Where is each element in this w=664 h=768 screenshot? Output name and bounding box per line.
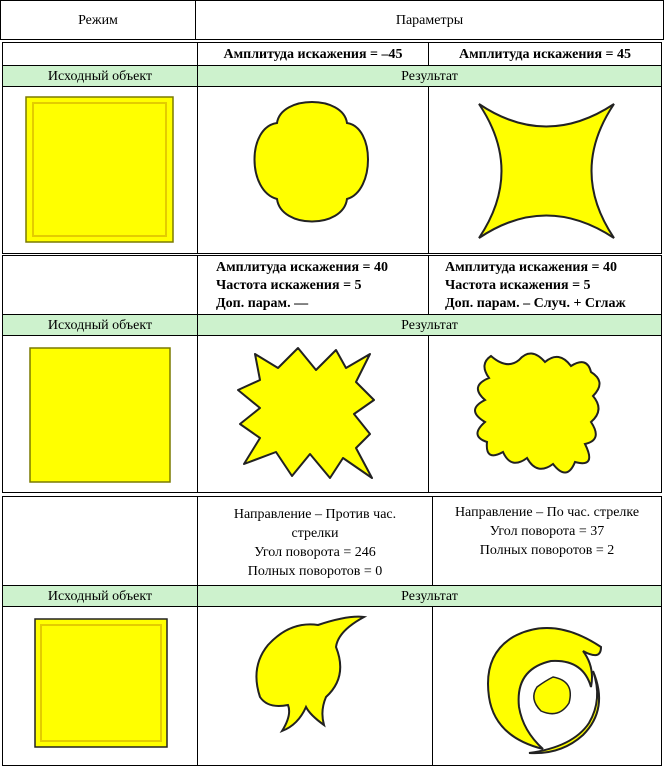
s2-result-left-cell bbox=[197, 335, 429, 493]
s2-right-line-1: Амплитуда искажения = 40 bbox=[445, 260, 618, 275]
s2-params-left-cell bbox=[197, 255, 429, 315]
s1-result-label: Результат bbox=[401, 69, 458, 84]
s2-source-square bbox=[3, 336, 199, 494]
s3-right-line-2: Угол поворота = 37 bbox=[489, 524, 605, 539]
s3-empty-cell bbox=[2, 496, 198, 586]
s2-left-line-3: Доп. парам. — bbox=[216, 296, 309, 311]
s1-empty-cell bbox=[2, 42, 198, 66]
s2-left-line-1: Амплитуда искажения = 40 bbox=[216, 260, 389, 275]
s3-right-line-3: Полных поворотов = 2 bbox=[479, 543, 615, 558]
s3-swirl-cw-shape bbox=[433, 607, 663, 767]
s2-zigzag-shape bbox=[198, 336, 430, 494]
s3-left-line-1: Направление – Против час. bbox=[233, 507, 397, 522]
s1-param-right: Амплитуда искажения = 45 bbox=[458, 47, 632, 62]
s1-result-left-cell bbox=[197, 86, 429, 254]
s1-param-left: Амплитуда искажения = –45 bbox=[223, 47, 403, 62]
s1-result-header bbox=[197, 65, 662, 87]
s1-param-left-cell bbox=[197, 42, 429, 66]
s2-blob-shape bbox=[429, 336, 663, 494]
s1-source-label: Исходный объект bbox=[47, 69, 153, 84]
s3-left-line-4: Полных поворотов = 0 bbox=[247, 564, 383, 579]
s3-left-line-2: стрелки bbox=[291, 526, 339, 541]
s3-params-left-cell bbox=[197, 496, 433, 586]
s3-params-right bbox=[433, 503, 661, 560]
s3-result-label: Результат bbox=[401, 589, 458, 604]
header-params-cell bbox=[195, 0, 664, 40]
s3-source-cell bbox=[2, 606, 198, 766]
s2-result-label: Результат bbox=[401, 318, 458, 333]
s3-result-header bbox=[197, 585, 662, 607]
s1-source-cell bbox=[2, 86, 198, 254]
s2-source-header bbox=[2, 314, 198, 336]
s3-params-left bbox=[198, 505, 432, 581]
s2-params-left bbox=[198, 259, 388, 313]
header-mode: Режим bbox=[78, 13, 118, 28]
s2-source-label: Исходный объект bbox=[47, 318, 153, 333]
header-mode-cell bbox=[0, 0, 196, 40]
s1-source-header bbox=[2, 65, 198, 87]
s2-right-line-2: Частота искажения = 5 bbox=[445, 278, 591, 293]
s3-source-square bbox=[3, 607, 199, 767]
s2-right-line-3: Доп. парам. – Случ. + Сглаж bbox=[445, 296, 626, 311]
s3-source-label: Исходный объект bbox=[47, 589, 153, 604]
s3-swirl-ccw-shape bbox=[198, 607, 434, 767]
s2-params-right-cell bbox=[428, 255, 662, 315]
s2-left-line-2: Частота искажения = 5 bbox=[216, 278, 362, 293]
s2-params-right bbox=[429, 259, 626, 313]
s1-source-square bbox=[3, 87, 199, 255]
s1-flower-shape bbox=[198, 87, 430, 255]
s2-result-header bbox=[197, 314, 662, 336]
s3-source-header bbox=[2, 585, 198, 607]
s3-result-left-cell bbox=[197, 606, 433, 766]
s1-param-right-cell bbox=[428, 42, 662, 66]
s1-result-right-cell bbox=[428, 86, 662, 254]
s1-star4-shape bbox=[429, 87, 663, 255]
s3-params-right-cell bbox=[432, 496, 662, 586]
s3-left-line-3: Угол поворота = 246 bbox=[254, 545, 376, 560]
s3-result-right-cell bbox=[432, 606, 662, 766]
s2-source-cell bbox=[2, 335, 198, 493]
s3-right-line-1: Направление – По час. стрелке bbox=[454, 505, 640, 520]
header-params: Параметры bbox=[395, 13, 464, 28]
s2-result-right-cell bbox=[428, 335, 662, 493]
s2-empty-cell bbox=[2, 255, 198, 315]
